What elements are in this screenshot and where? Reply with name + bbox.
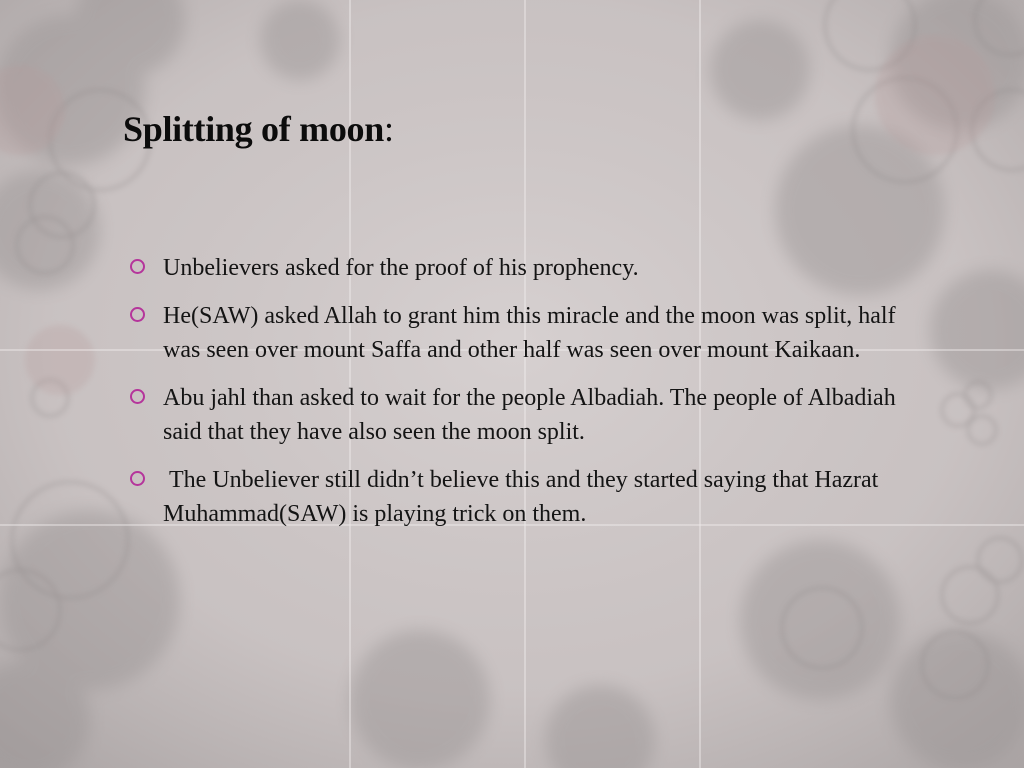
bullet-text: Unbelievers asked for the proof of his prophency.: [163, 255, 639, 281]
bullet-text: He(SAW) asked Allah to grant him this miracle and the moon was split, half was seen over mount Saffa and other half was seen over mount Kaikaan.: [163, 303, 896, 363]
bullet-text: Abu jahl than asked to wait for the people Albadiah. The people of Albadiah said that they have also seen the moon split.: [163, 385, 896, 445]
bullet-item: [128, 381, 898, 449]
hollow-circle-icon: [130, 259, 145, 274]
slide-title: [123, 108, 394, 150]
bullet-text: The Unbeliever still didn’t believe this and they started saying that Hazrat Muhammad(SAW) is playing trick on them.: [163, 467, 885, 527]
hollow-circle-icon: [130, 471, 145, 486]
bullet-item: [128, 251, 898, 285]
hollow-circle-icon: [130, 389, 145, 404]
slide-title-text: Splitting of moon: [123, 109, 384, 149]
bullet-list: [128, 251, 898, 545]
bullet-item: [128, 463, 898, 531]
bullet-item: [128, 299, 898, 367]
hollow-circle-icon: [130, 307, 145, 322]
slide-title-colon: :: [383, 109, 394, 149]
